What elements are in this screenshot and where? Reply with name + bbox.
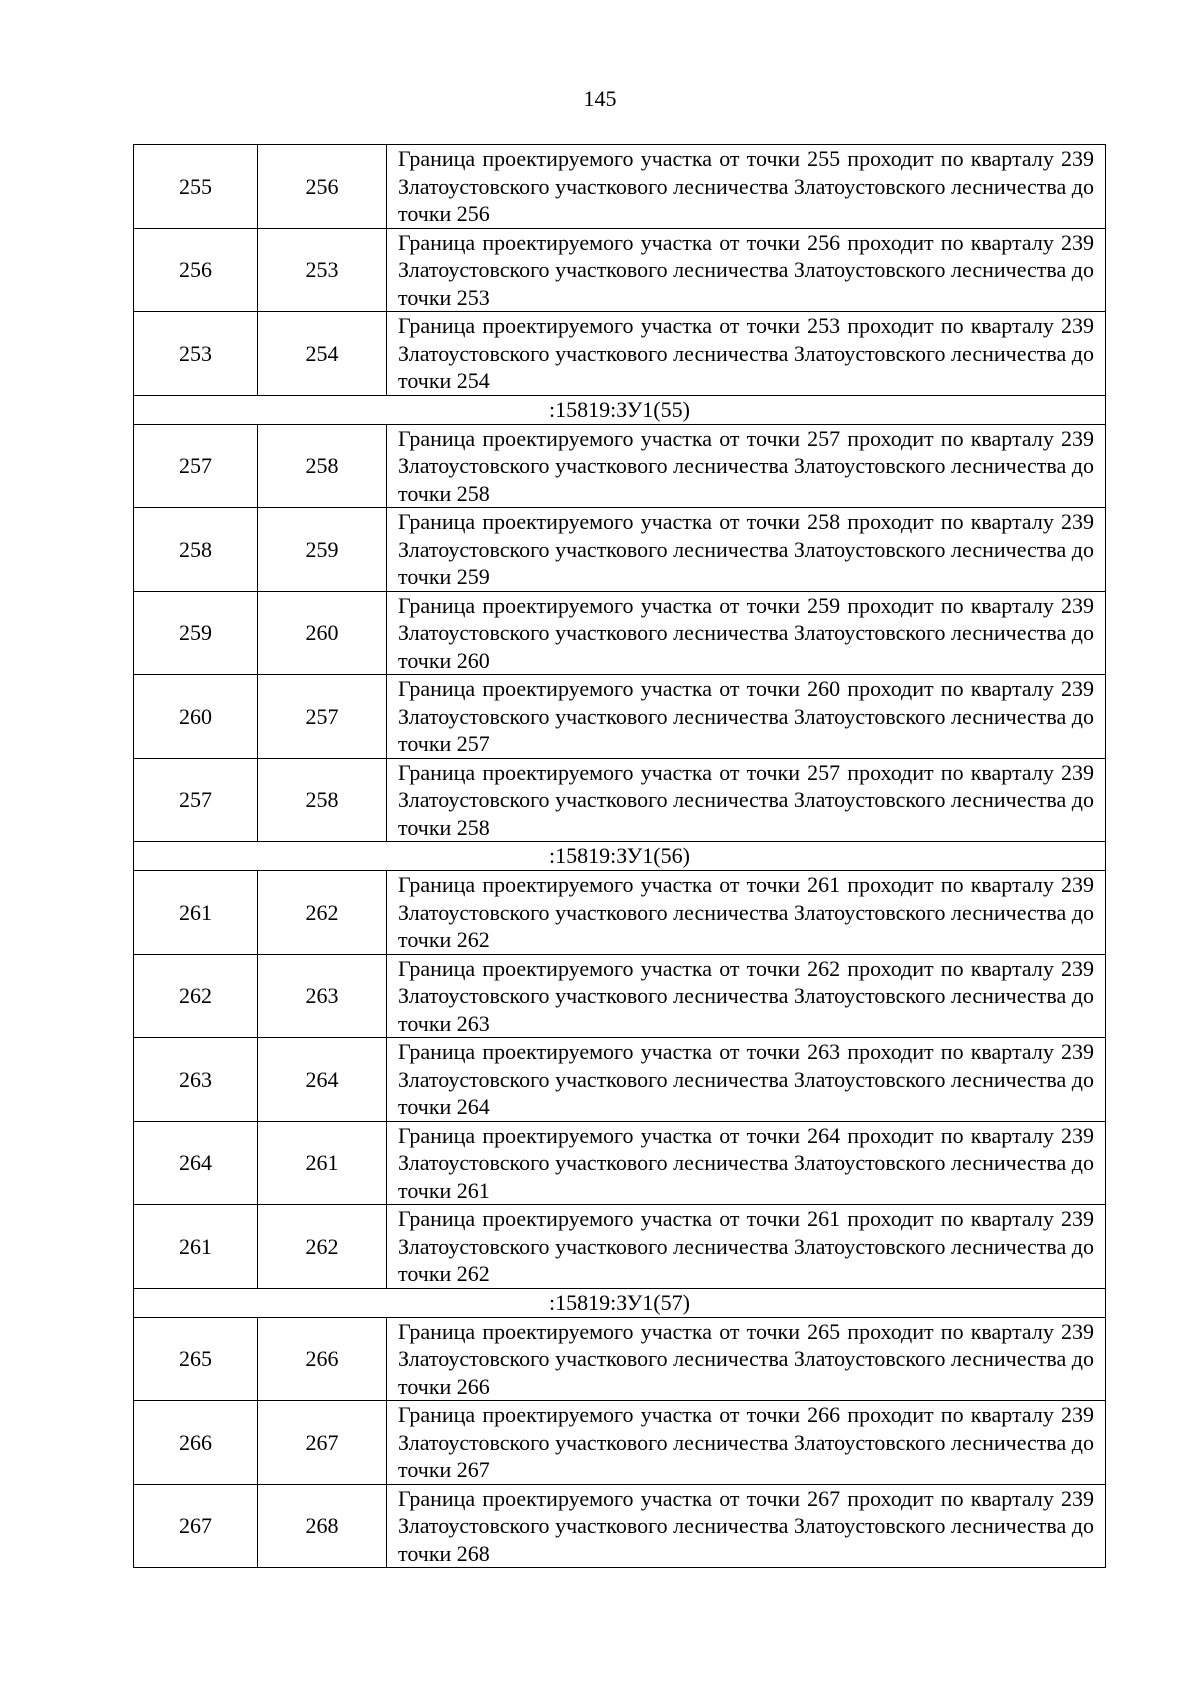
- table-row: [134, 1317, 1106, 1401]
- table-row: [134, 228, 1106, 312]
- point-from-cell: 256: [134, 228, 258, 312]
- point-to-cell: 259: [258, 508, 387, 592]
- point-from-cell: 257: [134, 424, 258, 508]
- boundary-description-cell: Граница проектируемого участка от точки 256 проходит по кварталу 239 Златоустовского участкового лесничества Златоустовского лесничества до точки 253: [387, 228, 1106, 312]
- point-to-cell: 256: [258, 145, 387, 229]
- point-from-cell: 261: [134, 871, 258, 955]
- point-to-cell: 263: [258, 954, 387, 1038]
- table-row: [134, 758, 1106, 842]
- point-to-cell: 266: [258, 1317, 387, 1401]
- point-to-cell: 254: [258, 312, 387, 396]
- point-from-cell: 267: [134, 1484, 258, 1568]
- boundary-description-cell: Граница проектируемого участка от точки 259 проходит по кварталу 239 Златоустовского участкового лесничества Златоустовского лесничества до точки 260: [387, 591, 1106, 675]
- table-row: [134, 312, 1106, 396]
- table-row: [134, 1401, 1106, 1485]
- point-to-cell: 260: [258, 591, 387, 675]
- point-from-cell: 259: [134, 591, 258, 675]
- point-from-cell: 258: [134, 508, 258, 592]
- point-from-cell: 260: [134, 675, 258, 759]
- boundary-description-cell: Граница проектируемого участка от точки 257 проходит по кварталу 239 Златоустовского участкового лесничества Златоустовского лесничества до точки 258: [387, 758, 1106, 842]
- point-to-cell: 262: [258, 871, 387, 955]
- boundary-description-cell: Граница проектируемого участка от точки 263 проходит по кварталу 239 Златоустовского участкового лесничества Златоустовского лесничества до точки 264: [387, 1038, 1106, 1122]
- table-row: [134, 508, 1106, 592]
- section-label: :15819:ЗУ1(57): [134, 1288, 1106, 1317]
- point-to-cell: 253: [258, 228, 387, 312]
- point-to-cell: 267: [258, 1401, 387, 1485]
- table-body: [134, 145, 1106, 1568]
- point-from-cell: 262: [134, 954, 258, 1038]
- table-row: [134, 591, 1106, 675]
- boundary-description-cell: Граница проектируемого участка от точки 261 проходит по кварталу 239 Златоустовского участкового лесничества Златоустовского лесничества до точки 262: [387, 871, 1106, 955]
- point-from-cell: 263: [134, 1038, 258, 1122]
- point-from-cell: 255: [134, 145, 258, 229]
- boundary-description-cell: Граница проектируемого участка от точки 267 проходит по кварталу 239 Златоустовского участкового лесничества Златоустовского лесничества до точки 268: [387, 1484, 1106, 1568]
- boundary-description-cell: Граница проектируемого участка от точки 258 проходит по кварталу 239 Златоустовского участкового лесничества Златоустовского лесничества до точки 259: [387, 508, 1106, 592]
- table-row: [134, 675, 1106, 759]
- boundary-description-cell: Граница проектируемого участка от точки 255 проходит по кварталу 239 Златоустовского участкового лесничества Златоустовского лесничества до точки 256: [387, 145, 1106, 229]
- section-header-row: [134, 395, 1106, 424]
- point-from-cell: 253: [134, 312, 258, 396]
- point-from-cell: 265: [134, 1317, 258, 1401]
- boundary-description-cell: Граница проектируемого участка от точки 260 проходит по кварталу 239 Златоустовского участкового лесничества Златоустовского лесничества до точки 257: [387, 675, 1106, 759]
- point-to-cell: 261: [258, 1121, 387, 1205]
- boundary-description-cell: Граница проектируемого участка от точки 264 проходит по кварталу 239 Златоустовского участкового лесничества Златоустовского лесничества до точки 261: [387, 1121, 1106, 1205]
- point-to-cell: 258: [258, 424, 387, 508]
- section-header-row: [134, 1288, 1106, 1317]
- table-row: [134, 424, 1106, 508]
- table-row: [134, 1121, 1106, 1205]
- point-from-cell: 261: [134, 1205, 258, 1289]
- table-row: [134, 1484, 1106, 1568]
- boundary-description-cell: Граница проектируемого участка от точки 261 проходит по кварталу 239 Златоустовского участкового лесничества Златоустовского лесничества до точки 262: [387, 1205, 1106, 1289]
- table-row: [134, 1205, 1106, 1289]
- point-to-cell: 262: [258, 1205, 387, 1289]
- point-from-cell: 264: [134, 1121, 258, 1205]
- boundary-table: [133, 144, 1106, 1568]
- section-header-row: [134, 842, 1106, 871]
- boundary-description-cell: Граница проектируемого участка от точки 257 проходит по кварталу 239 Златоустовского участкового лесничества Златоустовского лесничества до точки 258: [387, 424, 1106, 508]
- boundary-description-cell: Граница проектируемого участка от точки 262 проходит по кварталу 239 Златоустовского участкового лесничества Златоустовского лесничества до точки 263: [387, 954, 1106, 1038]
- boundary-description-cell: Граница проектируемого участка от точки 253 проходит по кварталу 239 Златоустовского участкового лесничества Златоустовского лесничества до точки 254: [387, 312, 1106, 396]
- point-to-cell: 268: [258, 1484, 387, 1568]
- table-row: [134, 871, 1106, 955]
- point-to-cell: 257: [258, 675, 387, 759]
- table-row: [134, 954, 1106, 1038]
- table-row: [134, 145, 1106, 229]
- boundary-description-cell: Граница проектируемого участка от точки 266 проходит по кварталу 239 Златоустовского участкового лесничества Златоустовского лесничества до точки 267: [387, 1401, 1106, 1485]
- table-row: [134, 1038, 1106, 1122]
- point-to-cell: 264: [258, 1038, 387, 1122]
- section-label: :15819:ЗУ1(56): [134, 842, 1106, 871]
- section-label: :15819:ЗУ1(55): [134, 395, 1106, 424]
- point-to-cell: 258: [258, 758, 387, 842]
- page-number: 145: [583, 86, 617, 111]
- point-from-cell: 266: [134, 1401, 258, 1485]
- point-from-cell: 257: [134, 758, 258, 842]
- boundary-description-cell: Граница проектируемого участка от точки 265 проходит по кварталу 239 Златоустовского участкового лесничества Златоустовского лесничества до точки 266: [387, 1317, 1106, 1401]
